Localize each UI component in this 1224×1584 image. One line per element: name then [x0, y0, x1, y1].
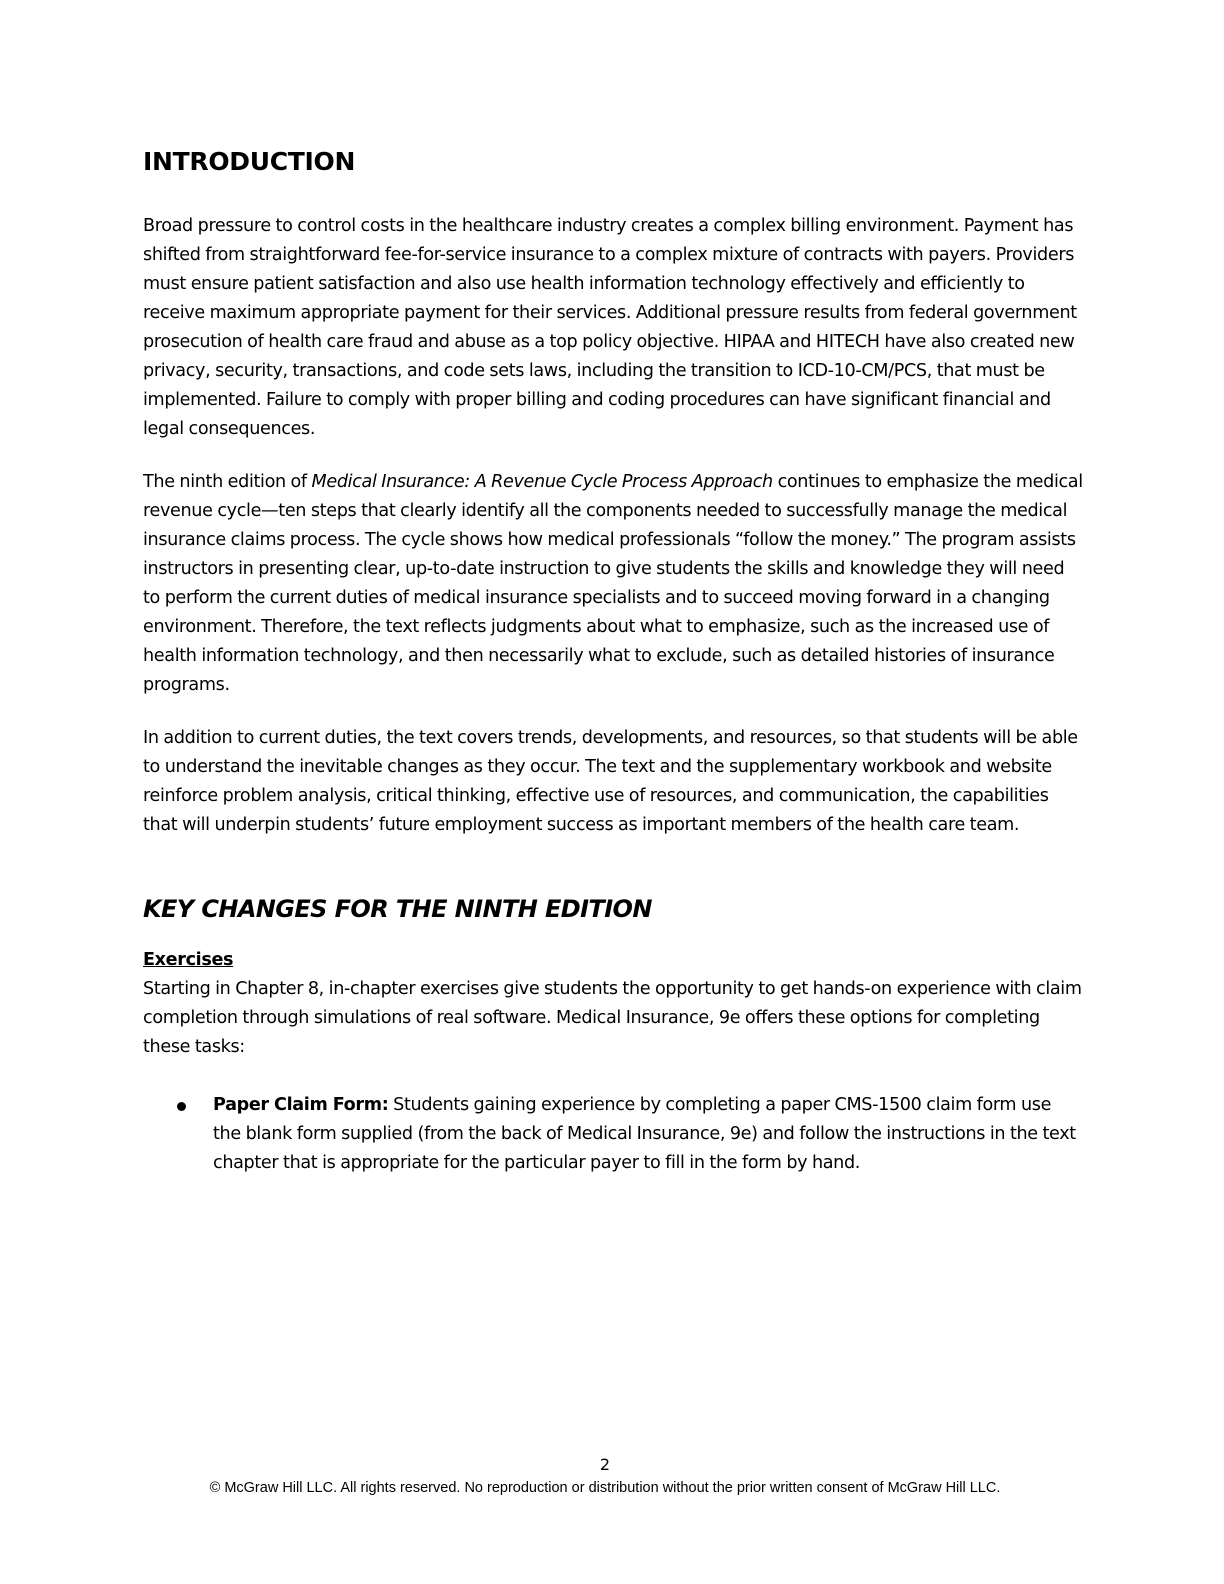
intro-paragraph-3: In addition to current duties, the text covers trends, developments, and resources, so that students will be able to understand the inevitable changes as they occur. The text and the supplementary workbook and website reinforce problem analysis, critical thinking, effective use of resources, and communication, the capabilities that will underpin students’ future employment success as important members of the health care team. — [143, 728, 1078, 835]
book-title: Medical Insurance: A Revenue Cycle Process Approach — [311, 472, 773, 492]
options-list — [143, 1091, 1083, 1178]
intro-paragraph-2-lead: The ninth edition of — [143, 472, 312, 492]
intro-paragraph-2-rest: continues to emphasize the medical revenue cycle—ten steps that clearly identify all the components needed to successfully manage the medical insurance claims process. The cycle shows how medical professionals “follow the money.” The program assists instructors in presenting clear, up-to-date instruction to give students the skills and knowledge they will need to perform the current duties of medical insurance specialists and to succeed moving forward in a changing environment. Therefore, the text reflects judgments about what to emphasize, such as the increased use of health information technology, and then necessarily what to exclude, such as detailed histories of insurance programs. — [143, 472, 1083, 695]
key-changes-heading: KEY CHANGES FOR THE NINTH EDITION — [143, 895, 652, 923]
bullet-icon — [177, 1102, 186, 1111]
exercises-paragraph: Starting in Chapter 8, in-chapter exercises give students the opportunity to get hands-on experience with claim completion through simulations of real software. Medical Insurance, 9e offers these options for completing these tasks: — [143, 979, 1082, 1057]
copyright-footer: © McGraw Hill LLC. All rights reserved. No reproduction or distribution without the prior written consent of McGraw Hill LLC. — [209, 1480, 1001, 1496]
exercises-subheading: Exercises — [143, 950, 234, 970]
page-content — [143, 142, 1083, 1178]
list-item-label: Paper Claim Form: — [213, 1095, 389, 1115]
intro-paragraph-1: Broad pressure to control costs in the healthcare industry creates a complex billing environment. Payment has shifted from straightforward fee-for-service insurance to a complex mixture of contracts with payers. Providers must ensure patient satisfaction and also use health information technology effectively and efficiently to receive maximum appropriate payment for their services. Additional pressure results from federal government prosecution of health care fraud and abuse as a top policy objective. HIPAA and HITECH have also created new privacy, security, transactions, and code sets laws, including the transition to ICD-10-CM/PCS, that must be implemented. Failure to comply with proper billing and coding procedures can have significant financial and legal consequences. — [143, 216, 1077, 439]
introduction-heading: INTRODUCTION — [143, 147, 356, 176]
list-item — [143, 1091, 1083, 1178]
page-number: 2 — [599, 1455, 611, 1474]
list-item-text: Students gaining experience by completing a paper CMS-1500 claim form use the blank form supplied (from the back of Medical Insurance, 9e) and follow the instructions in the text chapter that is appropriate for the particular payer to fill in the form by hand. — [213, 1095, 1076, 1173]
intro-paragraph-2 — [143, 468, 1083, 700]
